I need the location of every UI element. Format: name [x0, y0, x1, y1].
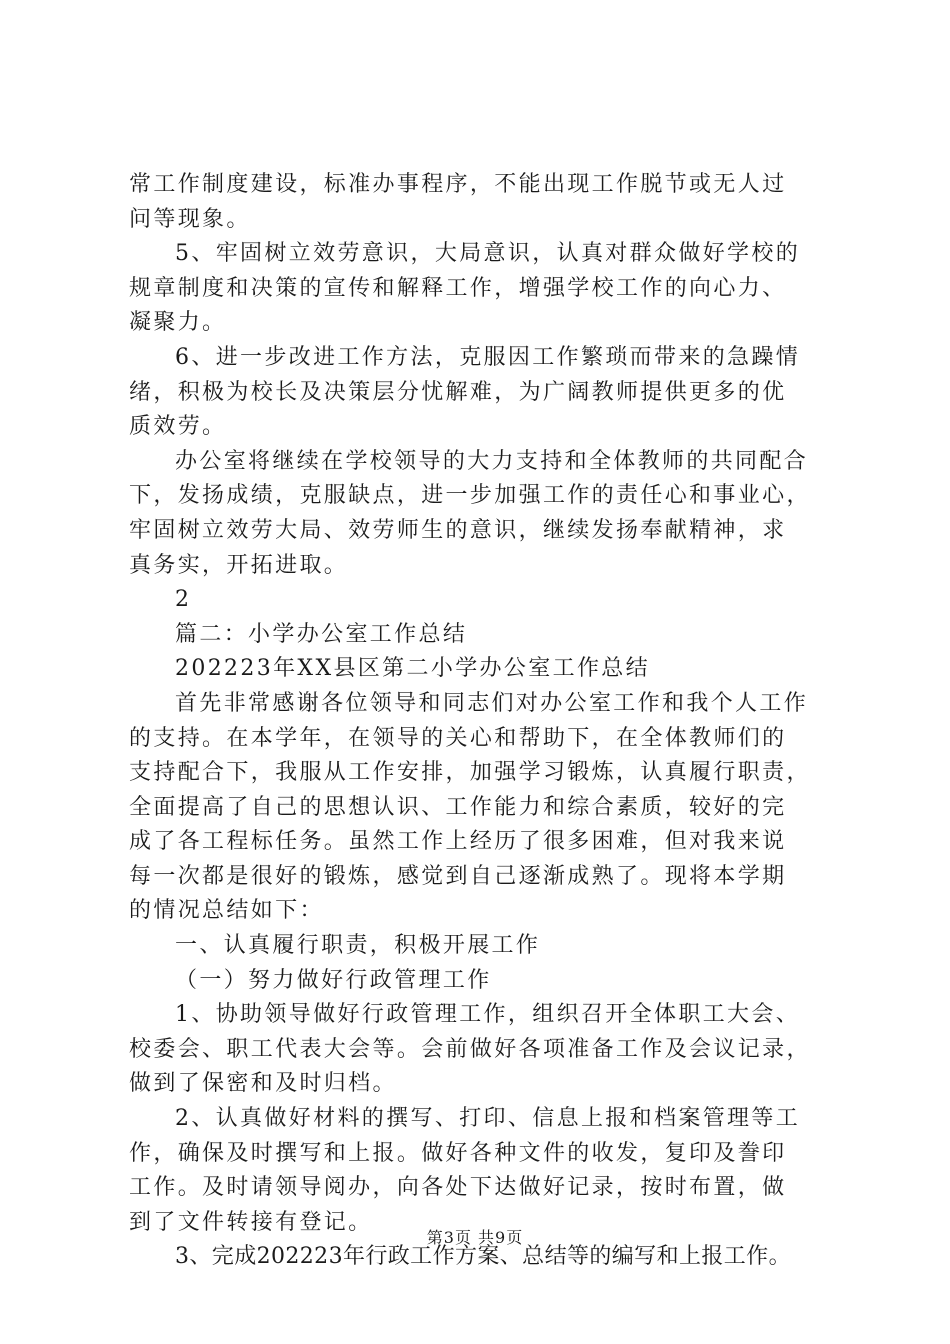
text-line: 6、进一步改进工作方法，克服因工作繁琐而带来的急躁情 — [175, 344, 801, 370]
text-line: 2 — [175, 587, 192, 613]
text-line: 篇二：小学办公室工作总结 — [175, 621, 468, 647]
document-body — [129, 168, 844, 1275]
text-line: 真务实，开拓进取。 — [129, 552, 349, 578]
text-line: 绪，积极为校长及决策层分忧解难，为广阔教师提供更多的优 — [129, 379, 787, 405]
text-line: 问等现象。 — [129, 206, 251, 232]
page-footer: 第3页 共9页 — [426, 1228, 524, 1247]
text-line: 质效劳。 — [129, 414, 227, 440]
text-line: （一）努力做好行政管理工作 — [175, 967, 492, 993]
text-line: 到了文件转接有登记。 — [129, 1209, 373, 1235]
text-line: 规章制度和决策的宣传和解释工作，增强学校工作的向心力、 — [129, 275, 787, 301]
text-line: 1、协助领导做好行政管理工作，组织召开全体职工大会、 — [175, 1002, 801, 1028]
text-line: 3、完成202223年行政工作方案、总结等的编写和上报工作。 — [175, 1244, 791, 1270]
text-line: 办公室将继续在学校领导的大力支持和全体教师的共同配合 — [175, 448, 809, 474]
text-line: 每一次都是很好的锻炼，感觉到自己逐渐成熟了。现将本学期 — [129, 863, 787, 889]
text-line: 的情况总结如下： — [129, 898, 324, 924]
text-line: 凝聚力。 — [129, 310, 227, 336]
text-line: 一、认真履行职责，积极开展工作 — [175, 933, 541, 959]
text-line: 做到了保密和及时归档。 — [129, 1071, 397, 1097]
text-line: 首先非常感谢各位领导和同志们对办公室工作和我个人工作 — [175, 690, 809, 716]
text-line: 工作。及时请领导阅办，向各处下达做好记录，按时布置，做 — [129, 1175, 787, 1201]
text-line: 牢固树立效劳大局、效劳师生的意识，继续发扬奉献精神，求 — [129, 517, 787, 543]
text-line: 常工作制度建设，标准办事程序，不能出现工作脱节或无人过 — [129, 172, 787, 197]
text-line: 全面提高了自己的思想认识、工作能力和综合素质，较好的完 — [129, 794, 787, 820]
text-line: 2、认真做好材料的撰写、打印、信息上报和档案管理等工 — [175, 1106, 801, 1132]
text-line: 支持配合下，我服从工作安排，加强学习锻炼，认真履行职责， — [129, 760, 811, 786]
text-line: 5、牢固树立效劳意识，大局意识，认真对群众做好学校的 — [175, 241, 801, 267]
text-line: 成了各工程标任务。虽然工作上经历了很多困难，但对我来说 — [129, 829, 787, 855]
text-line: 作，确保及时撰写和上报。做好各种文件的收发，复印及誊印 — [129, 1140, 787, 1166]
text-line: 的支持。在本学年，在领导的关心和帮助下，在全体教师们的 — [129, 725, 787, 751]
text-line: 202223年XX县区第二小学办公室工作总结 — [175, 656, 651, 682]
text-line: 校委会、职工代表大会等。会前做好各项准备工作及会议记录， — [129, 1036, 811, 1062]
text-line: 下，发扬成绩，克服缺点，进一步加强工作的责任心和事业心， — [129, 483, 811, 509]
